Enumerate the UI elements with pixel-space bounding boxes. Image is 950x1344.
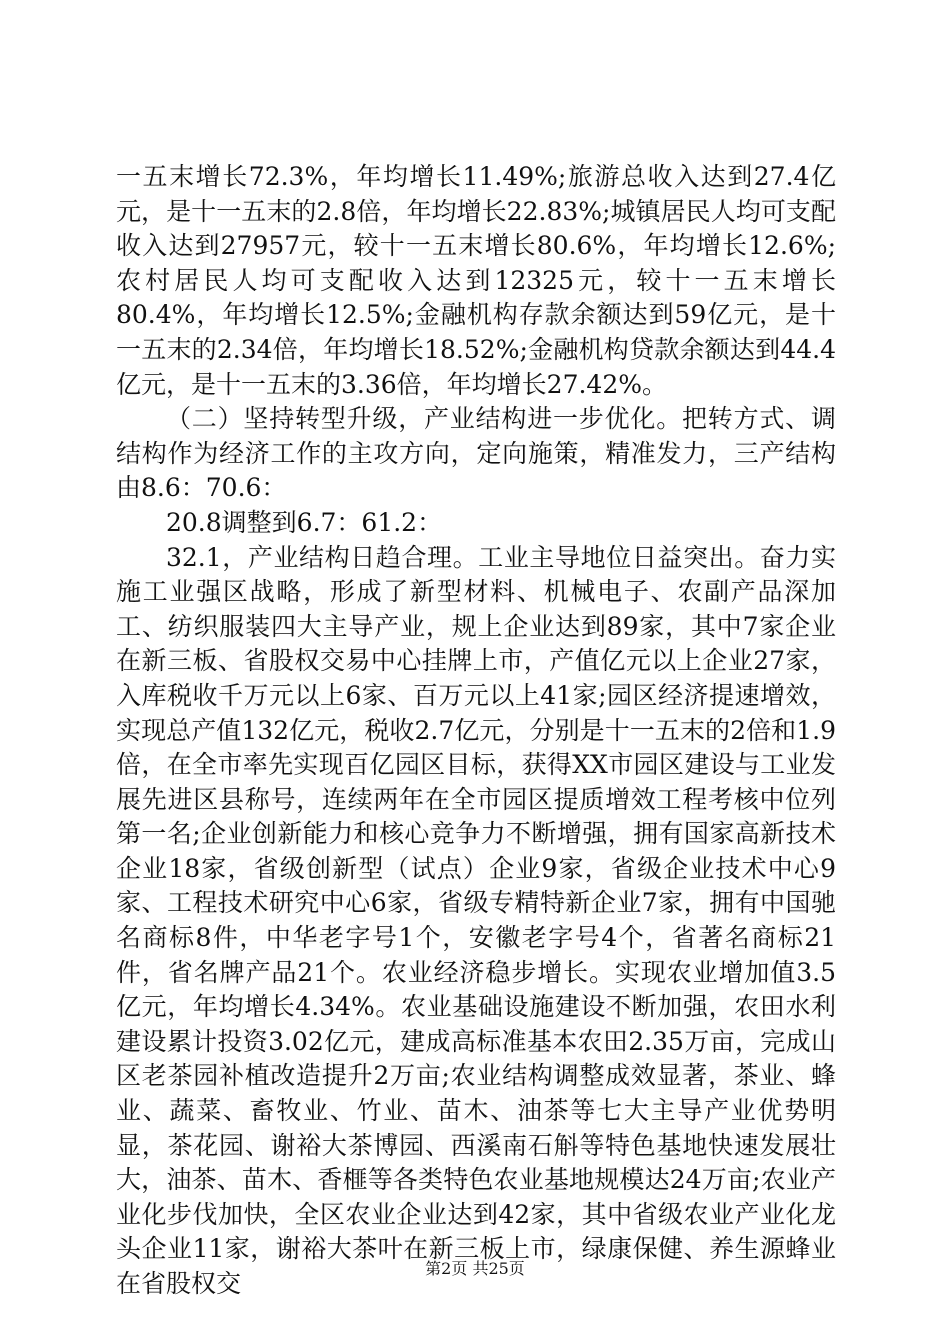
- paragraph-structure-ratio: 20.8调整到6.7：61.2：: [166, 507, 443, 537]
- paragraph-statistics: 一五末增长72.3%，年均增长11.49%;旅游总收入达到27.4亿元，是十一五末的2.8倍，年均增长22.83%;城镇居民人均可支配收入达到27957元，较十一五末增长80.6%，年均增长12.6%;农村居民人均可支配收入达到12325元，较十一五末增长80.4%，年均增长12.5%;金融机构存款余额达到59亿元，是十一五末的2.34倍，年均增长18.52%;金融机构贷款余额达到44.4亿元，是十一五末的3.36倍，年均增长27.42%。: [116, 162, 836, 399]
- page-number-footer: 第2页 共25页: [425, 1259, 525, 1278]
- document-body: [116, 160, 836, 1302]
- paragraph-industrial-structure: （二）坚持转型升级，产业结构进一步优化。把转方式、调结构作为经济工作的主攻方向，定向施策，精准发力，三产结构由8.6：70.6：: [116, 404, 836, 503]
- paragraph-industry-agriculture: 32.1，产业结构日趋合理。工业主导地位日益突出。奋力实施工业强区战略，形成了新型材料、机械电子、农副产品深加工、纺织服装四大主导产业，规上企业达到89家，其中7家企业在新三板、省股权交易中心挂牌上市，产值亿元以上企业27家，入库税收千万元以上6家、百万元以上41家;园区经济提速增效，实现总产值132亿元，税收2.7亿元，分别是十一五末的2倍和1.9倍，在全市率先实现百亿园区目标，获得XX市园区建设与工业发展先进区县称号，连续两年在全市园区提质增效工程考核中位列第一名;企业创新能力和核心竞争力不断增强，拥有国家高新技术企业18家，省级创新型（试点）企业9家，省级企业技术中心9家、工程技术研究中心6家，省级专精特新企业7家，拥有中国驰名商标8件，中华老字号1个，安徽老字号4个，省著名商标21件，省名牌产品21个。农业经济稳步增长。实现农业增加值3.5亿元，年均增长4.34%。农业基础设施建设不断加强，农田水利建设累计投资3.02亿元，建成高标准基本农田2.35万亩，完成山区老茶园补植改造提升2万亩;农业结构调整成效显著，茶业、蜂业、蔬菜、畜牧业、竹业、苗木、油茶等七大主导产业优势明显，茶花园、谢裕大茶博园、西溪南石斛等特色基地快速发展壮大，油茶、苗木、香榧等各类特色农业基地规模达24万亩;农业产业化步伐加快，全区农业企业达到42家，其中省级农业产业化龙头企业11家，谢裕大茶叶在新三板上市，绿康保健、养生源蜂业在省股权交: [116, 542, 836, 1298]
